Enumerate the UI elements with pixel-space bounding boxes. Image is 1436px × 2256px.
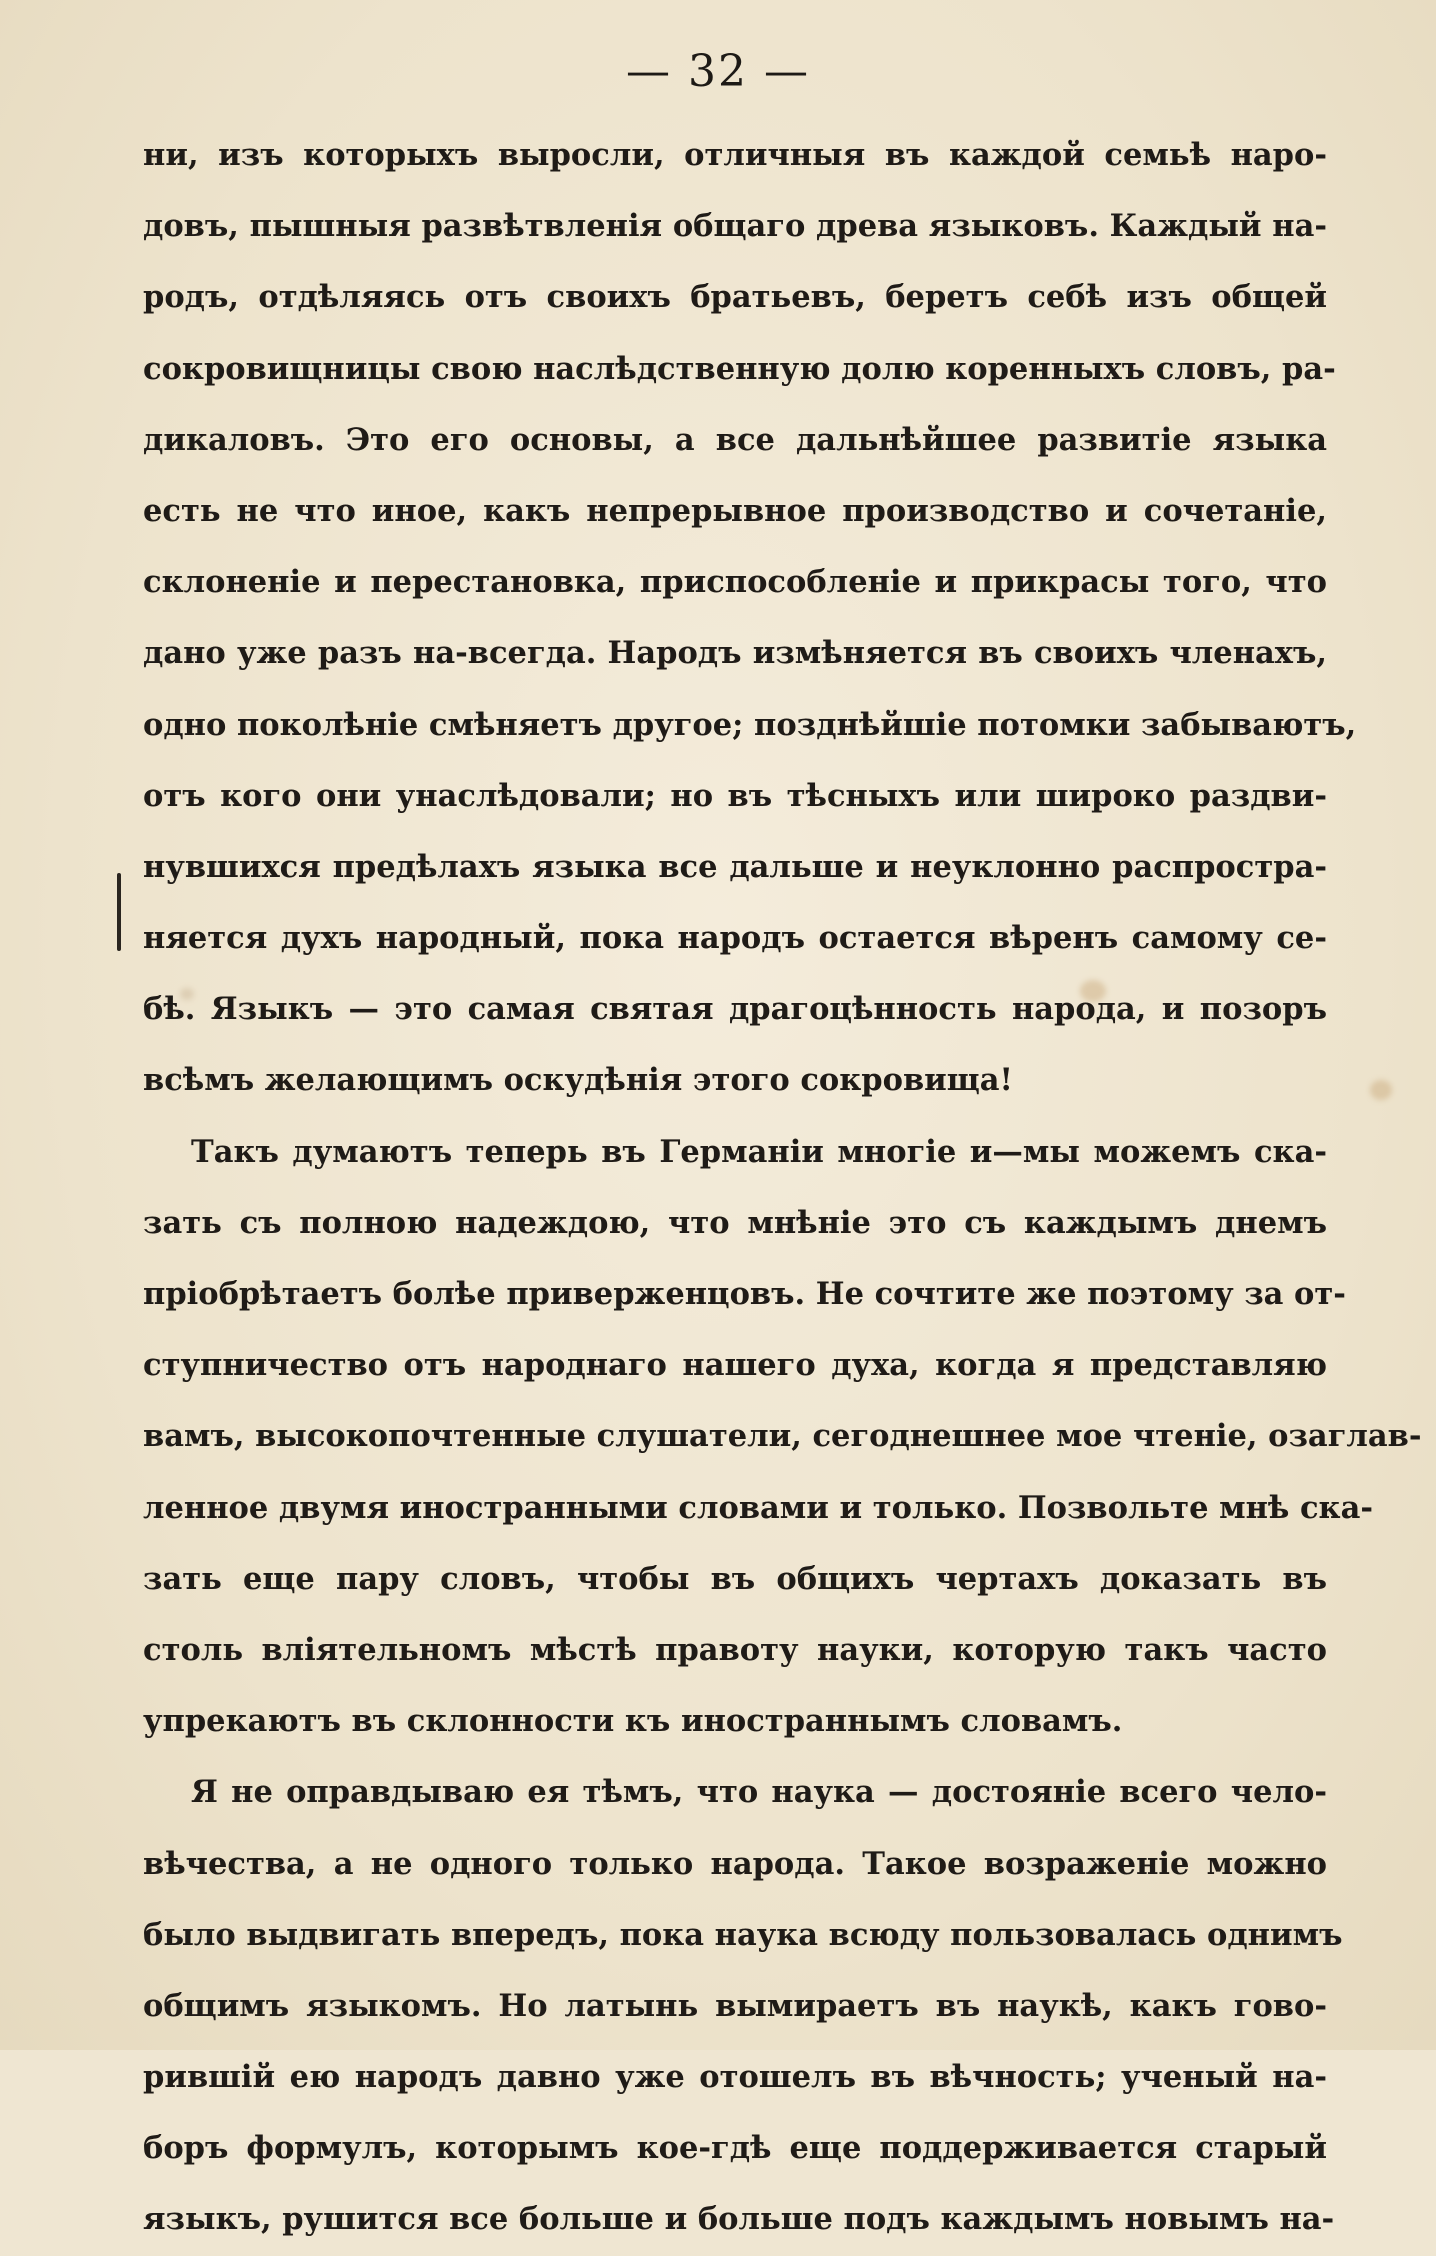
text-line: одно поколѣніе смѣняетъ другое; позднѣйшіе потомки забываютъ, xyxy=(143,706,1357,743)
text-line: ступничество отъ народнаго нашего духа, когда я представляю xyxy=(143,1347,1327,1384)
text-line: вѣчества, а не одного только народа. Такое возраженіе можно xyxy=(143,1845,1327,1882)
text-line: Я не оправдываю ея тѣмъ, что наука — достояніе всего чело- xyxy=(191,1774,1327,1811)
text-line: упрекаютъ въ склонности къ иностраннымъ словамъ. xyxy=(143,1703,1123,1740)
text-line: общимъ языкомъ. Но латынь вымираетъ въ наукѣ, какъ гово- xyxy=(143,1987,1327,2024)
text-line: отъ кого они унаслѣдовали; но въ тѣсныхъ или широко раздви- xyxy=(143,777,1327,814)
text-line: склоненіе и перестановка, приспособленіе и прикрасы того, что xyxy=(143,564,1327,601)
text-line: рившій ею народъ давно уже отошелъ въ вѣчность; ученый на- xyxy=(143,2059,1327,2096)
text-line: ленное двумя иностранными словами и только. Позвольте мнѣ ска- xyxy=(143,1489,1373,1526)
text-line: есть не что иное, какъ непрерывное производство и сочетаніе, xyxy=(143,492,1327,529)
text-line: зать еще пару словъ, чтобы въ общихъ чертахъ доказать въ xyxy=(143,1560,1327,1597)
text-line: пріобрѣтаетъ болѣе приверженцовъ. Не сочтите же поэтому за от- xyxy=(143,1276,1346,1312)
text-line: нувшихся предѣлахъ языка все дальше и неуклонно распростра- xyxy=(143,848,1327,885)
text-line: зать съ полною надеждою, что мнѣніе это съ каждымъ днемъ xyxy=(143,1204,1327,1241)
text-line: сокровищницы свою наслѣдственную долю коренныхъ словъ, ра- xyxy=(143,350,1336,387)
margin-pencil-mark xyxy=(117,873,121,951)
text-line: столь вліятельномъ мѣстѣ правоту науки, которую такъ часто xyxy=(143,1631,1327,1668)
text-line: родъ, отдѣляясь отъ своихъ братьевъ, беретъ себѣ изъ общей xyxy=(143,279,1327,316)
text-line: языкъ, рушится все больше и больше подъ каждымъ новымъ на- xyxy=(143,2201,1335,2238)
text-line: ни, изъ которыхъ выросли, отличныя въ каждой семьѣ наро- xyxy=(143,137,1327,173)
text-line: боръ формулъ, которымъ кое-гдѣ еще поддерживается старый xyxy=(143,2130,1327,2167)
text-line: довъ, пышныя развѣтвленія общаго древа языковъ. Каждый на- xyxy=(143,208,1327,245)
text-line: бѣ. Языкъ — это самая святая драгоцѣнность народа, и позоръ xyxy=(143,991,1327,1028)
text-line: вамъ, высокопочтенные слушатели, сегоднешнее мое чтеніе, озаглав- xyxy=(143,1418,1422,1455)
paper-stain xyxy=(1370,1080,1392,1100)
text-line: всѣмъ желающимъ оскудѣнія этого сокровища! xyxy=(143,1062,1013,1099)
text-line: дано уже разъ на-всегда. Народъ измѣняется въ своихъ членахъ, xyxy=(143,635,1327,672)
page-number: — 32 — xyxy=(626,46,810,97)
text-line: Такъ думаютъ теперь въ Германіи многіе и—мы можемъ ска- xyxy=(191,1133,1327,1170)
text-line: дикаловъ. Это его основы, а все дальнѣйшее развитіе языка xyxy=(143,421,1327,458)
text-line: няется духъ народный, пока народъ остается вѣренъ самому се- xyxy=(143,920,1327,957)
text-line: было выдвигать впередъ, пока наука всюду пользовалась однимъ xyxy=(143,1916,1343,1953)
page-body-text xyxy=(143,120,1422,2256)
